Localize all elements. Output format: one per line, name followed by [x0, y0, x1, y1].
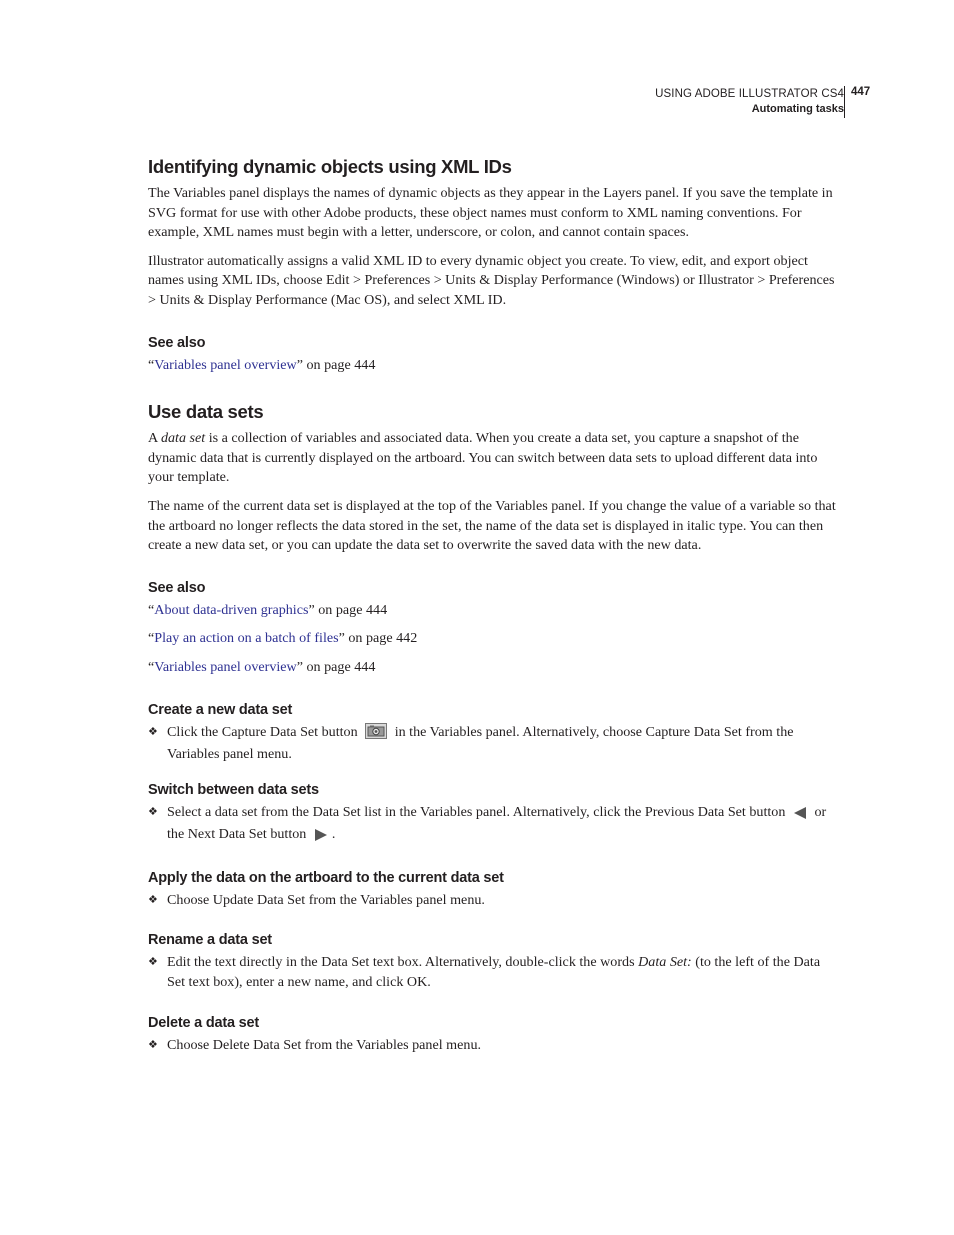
task-step: ❖ Choose Delete Data Set from the Variables panel menu.	[148, 1036, 840, 1056]
see-also-item: “About data-driven graphics” on page 444	[148, 601, 388, 618]
see-also-link[interactable]: Play an action on a batch of files	[154, 630, 339, 647]
bullet-icon: ❖	[148, 1038, 158, 1051]
paragraph: The Variables panel displays the names of dynamic objects as they appear in the Layers panel. If you save the template in SVG format for use with other Adobe products, these object names must conform to XML naming conventions. For example, XML names must begin with a letter, underscore, or colon, and cannot contain spaces.	[148, 185, 833, 241]
triangle-left-icon	[793, 806, 807, 826]
task-heading-apply: Apply the data on the artboard to the current data set	[148, 869, 504, 886]
see-also-list	[148, 356, 840, 376]
see-also-item: “Variables panel overview” on page 444	[148, 658, 376, 675]
section-heading-data-sets: Use data sets	[148, 401, 264, 423]
task-step: ❖ Select a data set from the Data Set list in the Variables panel. Alternatively, click the Previous Data Set button or the Next Data Set button .	[148, 803, 840, 848]
task-step: ❖ Edit the text directly in the Data Set text box. Alternatively, double-click the words Data Set: (to the left of the Data Set text box), enter a new name, and click OK.	[148, 954, 821, 991]
see-also-link[interactable]: Variables panel overview	[154, 356, 297, 373]
book-title: USING ADOBE ILLUSTRATOR CS4	[655, 88, 844, 100]
chapter-title: Automating tasks	[751, 103, 844, 115]
see-also-item: “Play an action on a batch of files” on page 442	[148, 630, 418, 647]
task-step: ❖ Choose Update Data Set from the Variables panel menu.	[148, 891, 840, 911]
see-also-item: “Variables panel overview” on page 444	[148, 356, 376, 373]
header-divider	[844, 86, 845, 118]
task-heading-switch: Switch between data sets	[148, 781, 319, 798]
paragraph: Illustrator automatically assigns a valid XML ID to every dynamic object you create. To view, edit, and export object names using XML IDs, choose Edit > Preferences > Units & Display Performance (Windows) or Illustrator > Preferences > Units & Display Performance (Mac OS), and select XML ID.	[148, 252, 835, 308]
running-header	[655, 86, 844, 117]
bullet-icon: ❖	[148, 893, 158, 906]
task-step: ❖ Click the Capture Data Set button in the Variables panel. Alternatively, choose Capture Data Set from the Variables panel menu.	[148, 723, 794, 763]
task-heading-rename: Rename a data set	[148, 932, 272, 949]
see-also-link[interactable]: About data-driven graphics	[154, 601, 309, 618]
bullet-icon: ❖	[148, 956, 158, 969]
paragraph: The name of the current data set is displayed at the top of the Variables panel. If you change the value of a variable so that the artboard no longer reflects the data stored in the set, the name of the data set is displayed in italic type. You can then create a new data set, or you can update the data set to overwrite the saved data with the new data.	[148, 497, 836, 554]
see-also-heading: See also	[148, 334, 206, 351]
bullet-icon: ❖	[148, 725, 158, 738]
paragraph: A data set is a collection of variables and associated data. When you create a data set, you capture a snapshot of the dynamic data that is currently displayed on the artboard. You can switch between data sets to upload different data into your template.	[148, 430, 818, 486]
camera-icon	[365, 723, 387, 746]
see-also-link[interactable]: Variables panel overview	[154, 658, 297, 675]
see-also-list	[148, 601, 840, 678]
task-heading-create: Create a new data set	[148, 701, 293, 718]
bullet-icon: ❖	[148, 805, 158, 818]
see-also-heading: See also	[148, 579, 206, 596]
page-body	[148, 156, 840, 1065]
triangle-right-icon	[314, 828, 328, 848]
section-heading-xml-ids: Identifying dynamic objects using XML IDs	[148, 156, 512, 177]
page-number: 447	[851, 86, 871, 98]
task-heading-delete: Delete a data set	[148, 1014, 260, 1031]
